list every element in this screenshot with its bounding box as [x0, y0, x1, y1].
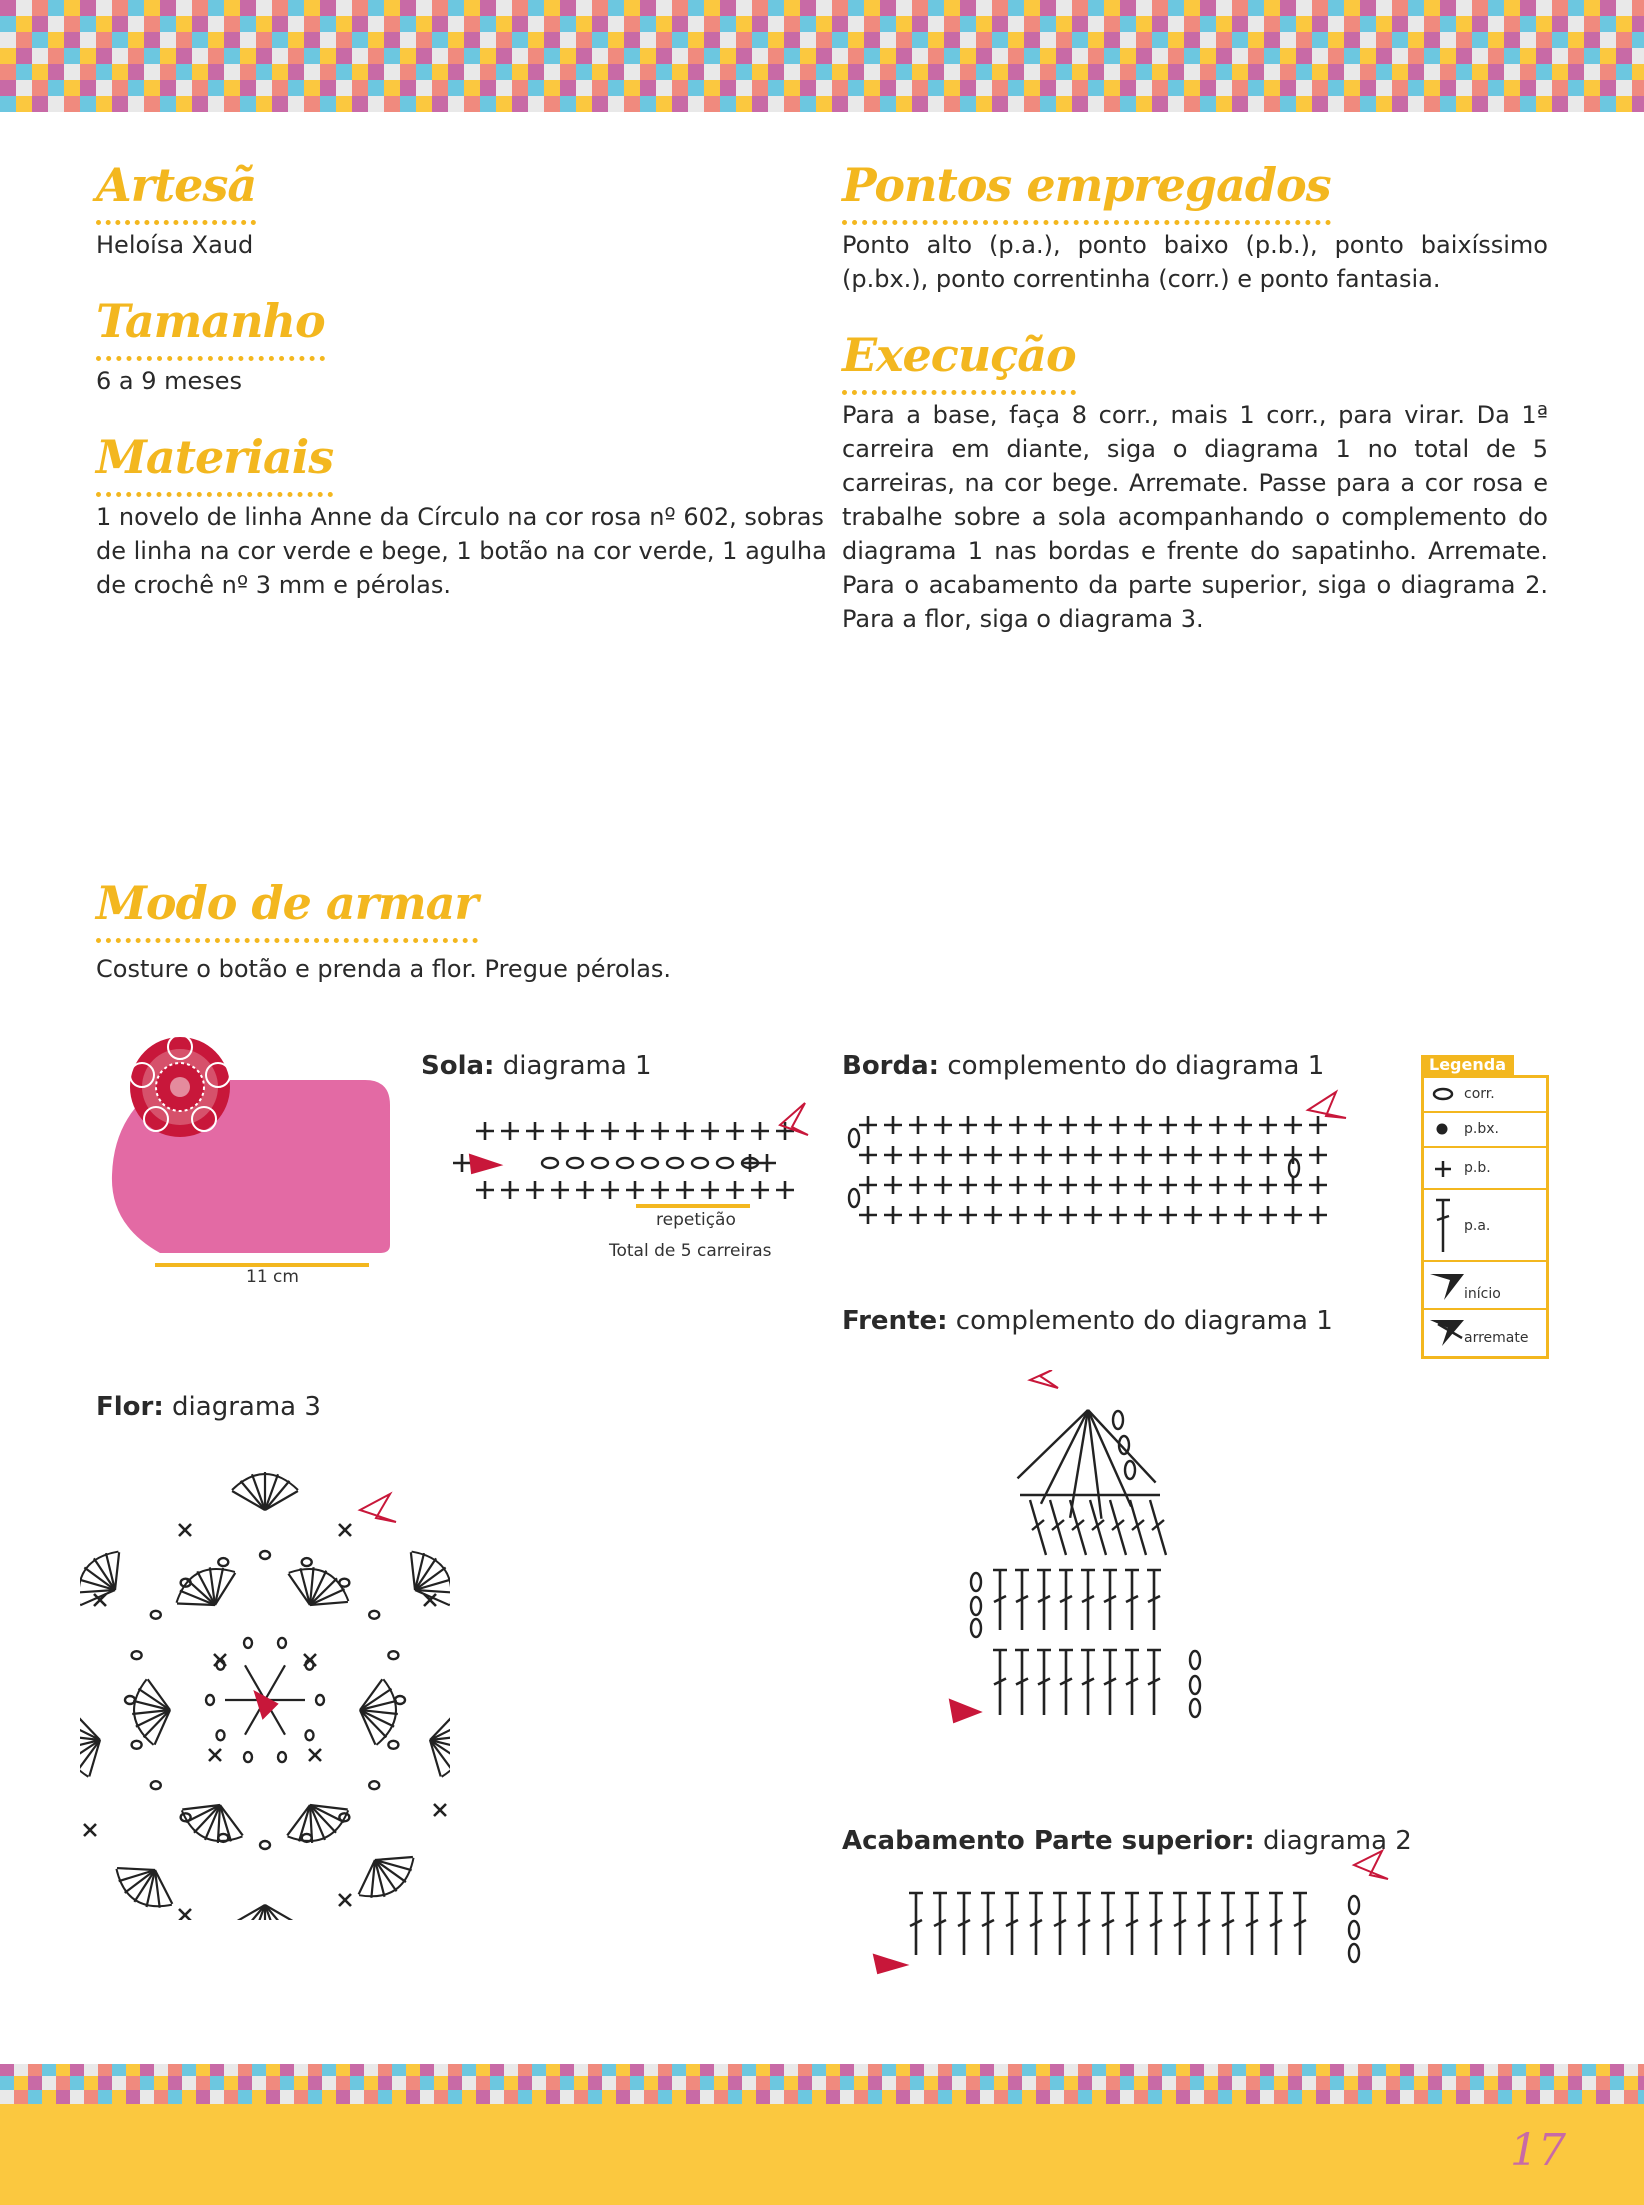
- sc-stitch: [934, 1176, 952, 1194]
- chain-stitch-icon: [1432, 1086, 1454, 1102]
- sc-stitch: [1034, 1176, 1052, 1194]
- sc-stitch: [959, 1176, 977, 1194]
- x-stitch: [434, 1804, 446, 1816]
- total-rows-label: Total de 5 carreiras: [609, 1241, 772, 1261]
- flower-applique: [130, 1035, 230, 1137]
- x-stitch: [209, 1749, 221, 1761]
- dc-stitch: [1221, 1893, 1235, 1955]
- sc-stitch: [984, 1146, 1002, 1164]
- dc-stitch: [1125, 1570, 1139, 1630]
- materials-text: [96, 500, 827, 602]
- heading-modo-de-armar: Modo de armar: [96, 880, 478, 943]
- sc-stitch: [576, 1122, 594, 1140]
- dc-stitch: [1015, 1570, 1029, 1630]
- dc-stitch: [1005, 1893, 1019, 1955]
- sc-stitch: [1134, 1176, 1152, 1194]
- dc-stitch: [1037, 1570, 1051, 1630]
- sc-stitch: [1209, 1146, 1227, 1164]
- fan-arc: [80, 1542, 118, 1605]
- acabamento-caption-bold: Acabamento Parte superior:: [842, 1826, 1255, 1856]
- sc-stitch: [1259, 1176, 1277, 1194]
- fan-arc: [412, 1542, 450, 1605]
- sc-stitch: [1184, 1176, 1202, 1194]
- chain-stitch: [206, 1695, 214, 1705]
- flor-diagram: [80, 1450, 450, 1920]
- sc-stitch: [1009, 1206, 1027, 1224]
- sc-stitch: [751, 1122, 769, 1140]
- chain-stitch: [971, 1619, 981, 1637]
- sc-stitch: [909, 1146, 927, 1164]
- chain-stitch: [132, 1741, 142, 1749]
- chain-stitch: [260, 1551, 270, 1559]
- start-arrow-icon: [1428, 1270, 1468, 1302]
- repeat-label: repetição: [656, 1210, 736, 1230]
- chain-stitch: [388, 1651, 398, 1659]
- sc-stitch: [1059, 1206, 1077, 1224]
- sc-stitch: [1209, 1176, 1227, 1194]
- chain-stitch: [1113, 1411, 1123, 1429]
- legend-label: arremate: [1464, 1330, 1529, 1346]
- chain-stitch: [849, 1129, 859, 1147]
- sola-caption-bold: Sola:: [421, 1051, 495, 1081]
- sc-stitch: [1309, 1146, 1327, 1164]
- dc-stitch: [1050, 1500, 1066, 1555]
- chain-stitch: [642, 1158, 658, 1168]
- sc-stitch: [1284, 1146, 1302, 1164]
- materials-line: de linha na cor verde e bege, 1 botão na cor verde, 1 agulha: [96, 537, 827, 565]
- sc-stitch: [476, 1181, 494, 1199]
- artisan-name: Heloísa Xaud: [96, 231, 254, 259]
- dc-stitch: [1070, 1500, 1086, 1555]
- dc-stitch: [1037, 1650, 1051, 1715]
- sc-stitch: [859, 1116, 877, 1134]
- dc-stitch: [1081, 1570, 1095, 1630]
- end-marker: [360, 1494, 396, 1522]
- end-marker: [1354, 1851, 1388, 1879]
- x-stitch: [214, 1654, 226, 1666]
- dc-stitch: [1269, 1893, 1283, 1955]
- bottom-checker-border: [0, 2064, 1644, 2104]
- chain-stitch: [592, 1158, 608, 1168]
- sc-stitch: [909, 1206, 927, 1224]
- chain-stitch: [278, 1638, 286, 1648]
- chain-stitch: [1125, 1461, 1135, 1479]
- sc-stitch: [884, 1116, 902, 1134]
- chain-stitch: [617, 1158, 633, 1168]
- end-marker: [1308, 1092, 1346, 1118]
- measure-label: 11 cm: [246, 1267, 299, 1287]
- sc-stitch: [1059, 1116, 1077, 1134]
- dc-stitch: [957, 1893, 971, 1955]
- petal-fan: [422, 1708, 450, 1781]
- sc-stitch: [501, 1122, 519, 1140]
- sc-stitch: [1009, 1176, 1027, 1194]
- chain-stitch: [278, 1752, 286, 1762]
- dc-stitch: [1147, 1650, 1161, 1715]
- assembly-text: Costure o botão e prenda a flor. Pregue pérolas.: [96, 955, 672, 983]
- sc-stitch: [1234, 1206, 1252, 1224]
- borda-caption-rest: complemento do diagrama 1: [939, 1051, 1325, 1081]
- sc-stitch: [1209, 1116, 1227, 1134]
- sc-stitch: [1034, 1146, 1052, 1164]
- sc-stitch: [984, 1206, 1002, 1224]
- dc-stitch: [1110, 1500, 1126, 1555]
- petal-fan: [80, 1708, 108, 1781]
- chain-stitch: [542, 1158, 558, 1168]
- repeat-bar: [636, 1204, 750, 1208]
- sc-stitch: [1159, 1146, 1177, 1164]
- petal-fan: [357, 1677, 402, 1747]
- start-marker: [950, 1700, 980, 1722]
- petal-fan: [395, 1541, 450, 1617]
- heading-materiais: Materiais: [96, 434, 333, 497]
- legend-label: p.a.: [1464, 1218, 1491, 1234]
- sc-stitch: [741, 1154, 759, 1172]
- legend-label: início: [1464, 1286, 1501, 1302]
- dc-stitch: [933, 1893, 947, 1955]
- execution-text: Para a base, faça 8 corr., mais 1 corr., para virar. Da 1ª carreira em diante, siga o diagrama 1 no total de 5 carreiras, na cor bege. Arremate. Passe para a cor rosa e trabalhe sobre a sola acompanhando o complemento do diagrama 1 nas bordas e frente do sapatinho. Arremate. Para o acabamento da parte superior, siga o diagrama 2. Para a flor, siga o diagrama 3.: [842, 401, 1548, 633]
- flor-caption: [96, 1392, 321, 1422]
- fan-stroke: [241, 1481, 265, 1510]
- dc-stitch: [1147, 1570, 1161, 1630]
- sc-stitch: [1259, 1206, 1277, 1224]
- petal-fan: [129, 1677, 174, 1747]
- chain-stitch: [316, 1695, 324, 1705]
- sc-stitch: [1109, 1146, 1127, 1164]
- chain-stitch: [667, 1158, 683, 1168]
- sc-stitch: [1309, 1116, 1327, 1134]
- sc-stitch: [601, 1122, 619, 1140]
- sc-stitch: [1259, 1116, 1277, 1134]
- chain-stitch: [849, 1189, 859, 1207]
- dc-stitch: [1245, 1893, 1259, 1955]
- sc-stitch: [701, 1181, 719, 1199]
- legend-row-corr: [1424, 1078, 1546, 1113]
- x-stitch: [339, 1524, 351, 1536]
- chain-stitch: [151, 1611, 161, 1619]
- chain-stitch: [1190, 1676, 1200, 1694]
- dc-stitch: [1125, 1650, 1139, 1715]
- dc-stitch: [1015, 1650, 1029, 1715]
- chain-stitch: [369, 1781, 379, 1789]
- sc-stitch: [984, 1176, 1002, 1194]
- sc-stitch: [1134, 1116, 1152, 1134]
- sc-stitch: [1159, 1206, 1177, 1224]
- dc-stitch: [1059, 1570, 1073, 1630]
- dc-stitch: [1059, 1650, 1073, 1715]
- sc-stitch: [884, 1206, 902, 1224]
- sc-stitch: [526, 1181, 544, 1199]
- sc-stitch: [1109, 1116, 1127, 1134]
- dc-stitch: [993, 1570, 1007, 1630]
- chain-stitch: [302, 1558, 312, 1566]
- dc-stitch: [1081, 1650, 1095, 1715]
- sc-stitch: [1009, 1146, 1027, 1164]
- x-stitch: [179, 1524, 191, 1536]
- petal-fan: [107, 1852, 183, 1920]
- dc-stitch: [1077, 1893, 1091, 1955]
- sc-stitch: [1084, 1176, 1102, 1194]
- sc-stitch: [959, 1116, 977, 1134]
- sc-stitch: [1109, 1176, 1127, 1194]
- size-text: 6 a 9 meses: [96, 367, 243, 395]
- stitches-text: Ponto alto (p.a.), ponto baixo (p.b.), ponto baixíssimo (p.bx.), ponto correntinha (corr.) e ponto fantasia.: [842, 231, 1548, 293]
- finish-arrow-icon: [1428, 1316, 1468, 1350]
- dc-stitch: [1125, 1893, 1139, 1955]
- borda-caption: [842, 1051, 1324, 1081]
- center-spoke: [265, 1665, 285, 1700]
- sc-stitch: [776, 1122, 794, 1140]
- chain-stitch: [717, 1158, 733, 1168]
- acabamento-diagram: [866, 1845, 1396, 1975]
- sc-stitch: [576, 1181, 594, 1199]
- sc-stitch: [859, 1146, 877, 1164]
- sc-stitch: [651, 1122, 669, 1140]
- materials-line: de crochê nº 3 mm e pérolas.: [96, 571, 452, 599]
- sc-stitch: [1034, 1116, 1052, 1134]
- sola-caption-rest: diagrama 1: [494, 1051, 652, 1081]
- chain-stitch: [567, 1158, 583, 1168]
- chain-stitch: [305, 1730, 313, 1740]
- dc-stitch: [1103, 1570, 1117, 1630]
- x-stitch: [179, 1909, 191, 1920]
- sc-stitch: [959, 1146, 977, 1164]
- legend-row-arremate: [1424, 1310, 1546, 1354]
- sc-stitch: [1034, 1206, 1052, 1224]
- dc-stitch: [1149, 1893, 1163, 1955]
- sc-stitch: [1084, 1206, 1102, 1224]
- chain-stitch: [388, 1741, 398, 1749]
- sc-stitch: [1309, 1176, 1327, 1194]
- dc-stitch: [981, 1893, 995, 1955]
- sc-stitch: [701, 1122, 719, 1140]
- petal-fan: [232, 1472, 298, 1510]
- sc-stitch: [758, 1154, 776, 1172]
- chain-stitch: [1349, 1944, 1359, 1962]
- flor-caption-bold: Flor:: [96, 1392, 164, 1422]
- materials-line: 1 novelo de linha Anne da Círculo na cor rosa nº 602, sobras: [96, 503, 824, 531]
- sc-stitch: [1184, 1116, 1202, 1134]
- sc-stitch: [1284, 1176, 1302, 1194]
- sc-stitch: [1084, 1116, 1102, 1134]
- chain-stitch: [151, 1781, 161, 1789]
- sc-stitch: [676, 1181, 694, 1199]
- sc-stitch: [526, 1122, 544, 1140]
- fan-stroke: [100, 1552, 135, 1590]
- sc-stitch: [676, 1122, 694, 1140]
- dc-stitch: [1101, 1893, 1115, 1955]
- dc-stitch: [909, 1893, 923, 1955]
- chain-stitch: [244, 1752, 252, 1762]
- end-marker: [1030, 1370, 1058, 1388]
- sc-stitch: [984, 1116, 1002, 1134]
- sc-stitch: [1284, 1206, 1302, 1224]
- sc-stitch: [1259, 1146, 1277, 1164]
- legend-row-pb: [1424, 1148, 1546, 1190]
- fan-stroke: [375, 1841, 413, 1875]
- dc-stitch: [1103, 1650, 1117, 1715]
- dc-stitch: [1029, 1893, 1043, 1955]
- sc-stitch: [884, 1146, 902, 1164]
- chain-stitch: [971, 1573, 981, 1591]
- heading-pontos: Pontos empregados: [842, 162, 1331, 225]
- sc-stitch: [726, 1122, 744, 1140]
- chain-stitch: [1190, 1699, 1200, 1717]
- x-stitch: [339, 1894, 351, 1906]
- sola-caption: [421, 1051, 652, 1081]
- start-marker: [874, 1955, 906, 1973]
- sc-stitch: [1059, 1146, 1077, 1164]
- legend-title: Legenda: [1421, 1055, 1514, 1075]
- sc-stitch: [934, 1116, 952, 1134]
- chain-stitch: [218, 1834, 228, 1842]
- sc-stitch: [1284, 1116, 1302, 1134]
- flor-caption-rest: diagrama 3: [163, 1392, 321, 1422]
- sc-stitch: [1234, 1176, 1252, 1194]
- sc-stitch: [859, 1206, 877, 1224]
- sc-stitch: [626, 1181, 644, 1199]
- x-stitch: [84, 1824, 96, 1836]
- heading-artesa: Artesã: [96, 162, 256, 225]
- sc-stitch: [1234, 1146, 1252, 1164]
- sc-stitch: [626, 1122, 644, 1140]
- acabamento-caption-rest: diagrama 2: [1254, 1826, 1412, 1856]
- heading-tamanho: Tamanho: [96, 298, 325, 361]
- chain-stitch: [1349, 1896, 1359, 1914]
- chain-stitch: [1190, 1651, 1200, 1669]
- dc-stitch: [1197, 1893, 1211, 1955]
- single-crochet-icon: [1432, 1158, 1454, 1180]
- sc-stitch: [476, 1122, 494, 1140]
- dc-stitch: [1293, 1893, 1307, 1955]
- legend: [1421, 1055, 1547, 1357]
- start-marker: [470, 1155, 500, 1173]
- petal-fan: [348, 1841, 424, 1910]
- sc-stitch: [1109, 1206, 1127, 1224]
- sc-stitch: [884, 1176, 902, 1194]
- sc-stitch: [909, 1116, 927, 1134]
- sc-stitch: [551, 1122, 569, 1140]
- chain-stitch: [971, 1597, 981, 1615]
- legend-label: corr.: [1464, 1086, 1495, 1102]
- dc-stitch: [1053, 1893, 1067, 1955]
- petal-fan: [80, 1541, 135, 1617]
- sc-stitch: [1209, 1206, 1227, 1224]
- chain-stitch: [244, 1638, 252, 1648]
- dc-stitch: [1030, 1500, 1046, 1555]
- legend-row-pbx: [1424, 1113, 1546, 1148]
- sc-stitch: [601, 1181, 619, 1199]
- frente-caption-rest: complemento do diagrama 1: [947, 1306, 1333, 1336]
- sc-stitch: [959, 1206, 977, 1224]
- frente-caption-bold: Frente:: [842, 1306, 948, 1336]
- sc-stitch: [551, 1181, 569, 1199]
- sc-stitch: [859, 1176, 877, 1194]
- legend-label: p.b.: [1464, 1160, 1491, 1176]
- sc-stitch: [1309, 1206, 1327, 1224]
- footer-band: [0, 2104, 1644, 2205]
- sc-stitch: [1009, 1116, 1027, 1134]
- petal-fan: [168, 1556, 244, 1620]
- fan-stroke: [265, 1481, 289, 1510]
- chain-stitch: [260, 1841, 270, 1849]
- sc-stitch: [726, 1181, 744, 1199]
- legend-row-pa: [1424, 1190, 1546, 1262]
- page-number: 17: [1510, 2125, 1566, 2176]
- double-crochet-icon: [1432, 1196, 1454, 1256]
- sc-stitch: [1234, 1116, 1252, 1134]
- sc-stitch: [776, 1181, 794, 1199]
- shoe-illustration: [100, 1025, 400, 1255]
- dc-stitch: [1130, 1500, 1146, 1555]
- chain-stitch: [339, 1579, 349, 1587]
- chain-stitch: [217, 1730, 225, 1740]
- chain-stitch: [132, 1651, 142, 1659]
- fan-stroke: [396, 1552, 431, 1590]
- chain-stitch: [218, 1558, 228, 1566]
- dc-stitch: [1173, 1893, 1187, 1955]
- sc-stitch: [1084, 1146, 1102, 1164]
- slip-stitch-icon: [1434, 1121, 1450, 1137]
- dc-stitch: [1150, 1500, 1166, 1555]
- frente-caption: [842, 1306, 1333, 1336]
- x-stitch: [304, 1654, 316, 1666]
- sola-diagram: [450, 1095, 820, 1205]
- sc-stitch: [1159, 1116, 1177, 1134]
- chain-stitch: [369, 1611, 379, 1619]
- legend-label: p.bx.: [1464, 1121, 1499, 1137]
- chain-stitch: [692, 1158, 708, 1168]
- sc-stitch: [1184, 1146, 1202, 1164]
- sc-stitch: [1134, 1146, 1152, 1164]
- sc-stitch: [1184, 1206, 1202, 1224]
- top-checker-border: [0, 0, 1644, 114]
- legend-box: [1421, 1075, 1549, 1359]
- sc-stitch: [909, 1176, 927, 1194]
- sc-stitch: [1059, 1176, 1077, 1194]
- sc-stitch: [934, 1206, 952, 1224]
- sc-stitch: [501, 1181, 519, 1199]
- sc-stitch: [453, 1154, 471, 1172]
- sc-stitch: [934, 1146, 952, 1164]
- sc-stitch: [1134, 1206, 1152, 1224]
- chain-stitch: [302, 1834, 312, 1842]
- legend-row-inicio: [1424, 1262, 1546, 1310]
- sc-stitch: [651, 1181, 669, 1199]
- x-stitch: [309, 1749, 321, 1761]
- borda-caption-bold: Borda:: [842, 1051, 940, 1081]
- heading-execucao: Execução: [842, 332, 1076, 395]
- dc-stitch: [1090, 1500, 1106, 1555]
- borda-diagram: [838, 1080, 1358, 1230]
- sc-stitch: [1159, 1176, 1177, 1194]
- sc-stitch: [751, 1181, 769, 1199]
- petal-fan: [232, 1905, 298, 1920]
- chain-stitch: [1349, 1921, 1359, 1939]
- dc-stitch: [993, 1650, 1007, 1715]
- frente-diagram: [940, 1370, 1220, 1730]
